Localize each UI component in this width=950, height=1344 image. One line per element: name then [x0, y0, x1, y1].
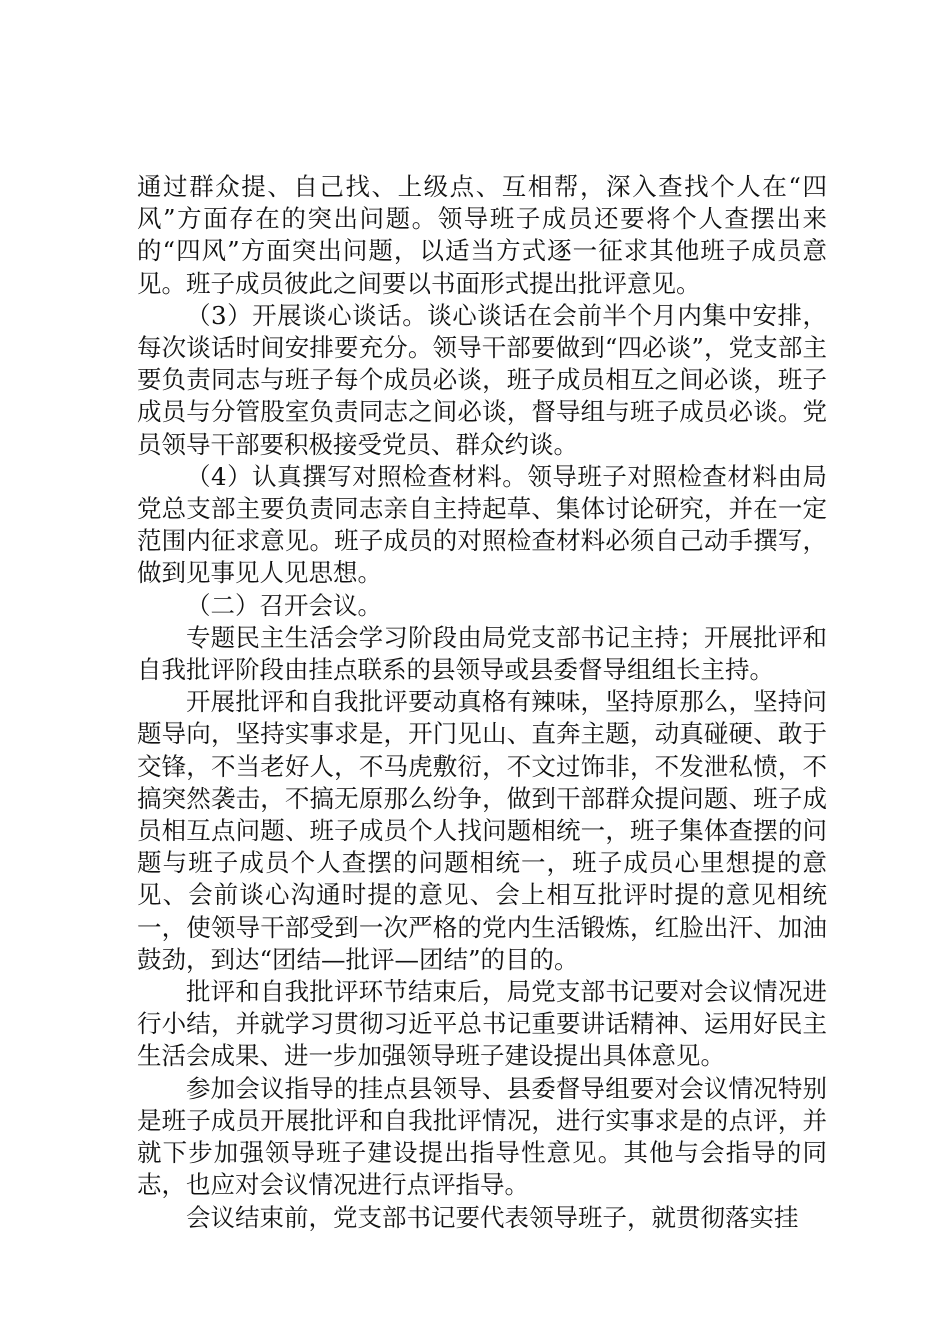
paragraph-5: 专题民主生活会学习阶段由局党支部书记主持；开展批评和自我批评阶段由挂点联系的县领导或县委督导组组长主持。: [137, 622, 827, 685]
paragraph-8: 参加会议指导的挂点县领导、县委督导组要对会议情况特别是班子成员开展批评和自我批评情况，进行实事求是的点评，并就下步加强领导班子建设提出指导性意见。其他与会指导的同志，也应对会议情况进行点评指导。: [137, 1073, 827, 1200]
document-body: [137, 171, 827, 1234]
paragraph-9: 会议结束前，党支部书记要代表领导班子，就贯彻落实挂: [186, 1202, 799, 1232]
paragraph-7: 批评和自我批评环节结束后，局党支部书记要对会议情况进行小结，并就学习贯彻习近平总书记重要讲话精神、运用好民主生活会成果、进一步加强领导班子建设提出具体意见。: [137, 977, 827, 1071]
paragraph-1: 通过群众提、自己找、上级点、互相帮，深入查找个人在“四风”方面存在的突出问题。领导班子成员还要将个人查摆出来的“四风”方面突出问题，以适当方式逐一征求其他班子成员意见。班子成员彼此之间要以书面形式提出批评意见。: [137, 172, 827, 298]
paragraph-6: 开展批评和自我批评要动真格有辣味，坚持原那么，坚持问题导向，坚持实事求是，开门见山、直奔主题，动真碰硬、敢于交锋，不当老好人，不马虎敷衍，不文过饰非，不发泄私愤，不搞突然袭击，不搞无原那么纷争，做到干部群众提问题、班子成员相互点问题、班子成员个人找问题相统一，班子集体查摆的问题与班子成员个人查摆的问题相统一，班子成员心里想提的意见、会前谈心沟通时提的意见、会上相互批评时提的意见相统一，使领导干部受到一次严格的党内生活锻炼，红脸出汗、加油鼓劲，到达“团结—批评—团结”的目的。: [137, 687, 827, 974]
section-heading-meeting: （二）召开会议。: [186, 590, 382, 620]
paragraph-3: （4）认真撰写对照检查材料。领导班子对照检查材料由局党总支部主要负责同志亲自主持起草、集体讨论研究，并在一定范围内征求意见。班子成员的对照检查材料必须自己动手撰写，做到见事见人见思想。: [137, 461, 827, 588]
paragraph-2: （3）开展谈心谈话。谈心谈话在会前半个月内集中安排，每次谈话时间安排要充分。领导干部要做到“四必谈”，党支部主要负责同志与班子每个成员必谈，班子成员相互之间必谈，班子成员与分管股室负责同志之间必谈，督导组与班子成员必谈。党员领导干部要积极接受党员、群众约谈。: [137, 300, 827, 459]
